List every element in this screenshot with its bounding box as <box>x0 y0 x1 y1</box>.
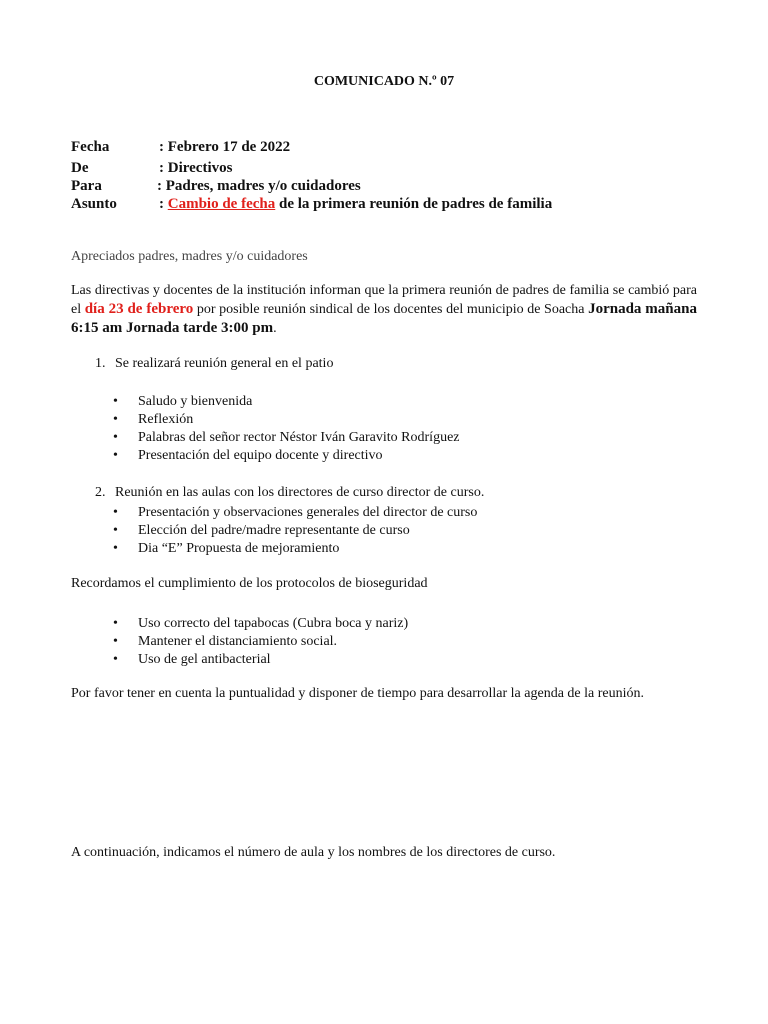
document-title: COMUNICADO N.º 07 <box>313 74 455 89</box>
meta-asunto-prefix: : <box>159 196 168 212</box>
meta-asunto-rest: de la primera reunión de padres de familia <box>275 196 553 212</box>
asunto-highlight: Cambio de fecha <box>167 196 276 212</box>
intro-part1: Las directivas y docentes de la institución informan que la primera reunión de padres de familia se cambió para el <box>71 283 697 317</box>
meta-de-label: De <box>71 160 89 176</box>
section2-text: Reunión en las aulas con los directores de curso director de curso. <box>115 485 485 500</box>
intro-part2: por posible reunión sindical de los docentes del municipio de Soacha <box>193 302 589 317</box>
protocols-intro: Recordamos el cumplimiento de los protocolos de bioseguridad <box>71 576 428 591</box>
meta-para-value: : Padres, madres y/o cuidadores <box>157 178 361 194</box>
intro-schedule: Jornada mañana 6:15 am Jornada tarde 3:00 pm <box>71 301 697 336</box>
bullet-icon: • <box>113 652 118 667</box>
intro-date-highlight: día 23 de febrero <box>84 301 194 317</box>
closing-note: A continuación, indicamos el número de aula y los nombres de los directores de curso. <box>71 845 556 860</box>
bullet-icon: • <box>113 616 118 631</box>
meta-para-label: Para <box>71 178 102 194</box>
bullet-icon: • <box>113 505 118 520</box>
intro-end: . <box>273 321 277 336</box>
meta-asunto-value <box>159 196 552 213</box>
meta-fecha-label: Fecha <box>71 139 110 155</box>
meta-asunto-label: Asunto <box>71 196 117 212</box>
greeting: Apreciados padres, madres y/o cuidadores <box>71 249 308 264</box>
bullet-icon: • <box>113 634 118 649</box>
punctuality-note: Por favor tener en cuenta la puntualidad y disponer de tiempo para desarrollar la agenda de la reunión. <box>71 686 644 701</box>
meta-de-value: : Directivos <box>159 160 233 176</box>
bullet-icon: • <box>113 412 118 427</box>
bullet-icon: • <box>113 448 118 463</box>
bullet-icon: • <box>113 541 118 556</box>
section1-text: Se realizará reunión general en el patio <box>115 356 334 371</box>
intro-paragraph <box>71 281 697 338</box>
meta-fecha-value: : Febrero 17 de 2022 <box>159 139 291 155</box>
bullet-icon: • <box>113 430 118 445</box>
section1-number: 1. <box>95 356 106 371</box>
bullet-icon: • <box>113 394 118 409</box>
document-page: COMUNICADO N.º 07 Fecha : Febrero 17 de 2022 De : Directivos Para : Padres, madres y/o cuidadores Asunto : Cambio de fecha de la primera reunión de padres de familia Apreciados padres, madres y/o cuidadores Las directivas y docentes de la institución informan que la primera reunión de padres de familia se cambió para el día 23 de febrero por posible reunión sindical de los docentes del municipio de Soacha Jornada mañana 6:15 am Jornada tarde 3:00 pm. 1. Se realizará reunión general en el patio • Saludo y bienvenida • Reflexión • Palabras del señor rector Néstor Iván Garavito Rodríguez • Presentación del equipo docente y directivo 2. Reunión en las aulas con los directores de curso director de curso. • Presentación y observaciones generales del director de curso • Elección del padre/madre representante de curso • Dia “E” Propuesta de mejoramiento Recordamos el cumplimiento de los protocolos de bioseguridad • Uso correcto del tapabocas (Cubra boca y nariz) • Mantener el distanciamiento social. • Uso de gel antibacterial Por favor tener en cuenta la puntualidad y disponer de tiempo para desarrollar la agenda de la reunión. A continuación, indicamos el número de aula y los nombres de los directores de curso. <box>0 0 768 1024</box>
section2-number: 2. <box>95 485 106 500</box>
bullet-icon: • <box>113 523 118 538</box>
